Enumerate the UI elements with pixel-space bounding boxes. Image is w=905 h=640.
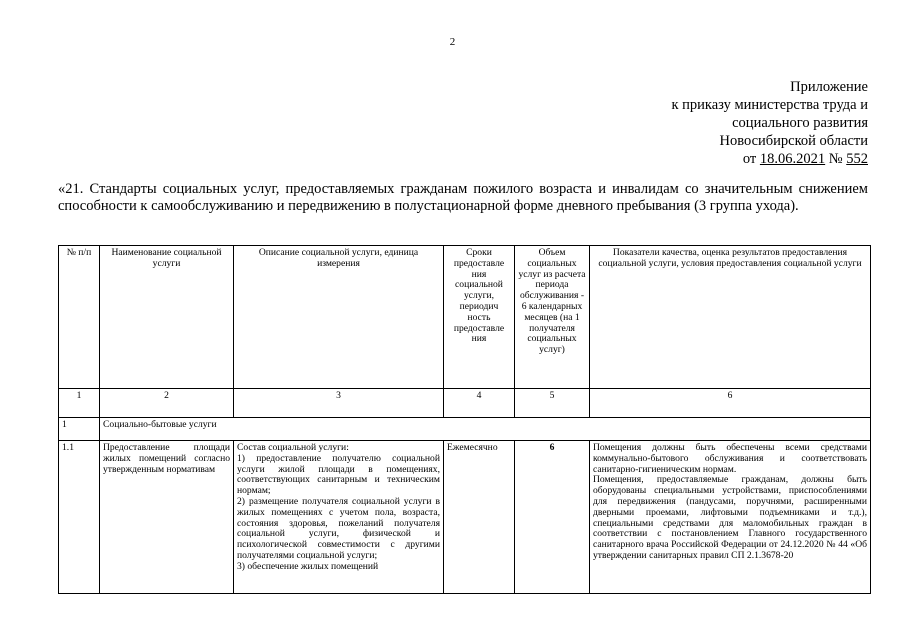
table-header-row: [59, 246, 871, 389]
column-number: 3: [234, 389, 444, 418]
header-cell: № п/п: [59, 246, 100, 389]
column-number: 6: [590, 389, 871, 418]
date-prefix: от: [742, 151, 760, 167]
service-volume: 6: [549, 443, 555, 453]
section-row: [59, 418, 871, 441]
column-number: 1: [59, 389, 100, 418]
number-prefix: №: [825, 151, 847, 167]
header-cell: Описание социальной услуги, единица измерения: [234, 246, 444, 389]
header-cell: Наименование социальной услуги: [100, 246, 234, 389]
section-number: 1: [59, 418, 100, 441]
header-cell: Показатели качества, оценка результатов предоставления социальной услуги, условия предоставления социальной услуги: [590, 246, 871, 389]
header-cell: Объем социальных услуг из расчета периода обслуживания - 6 календарных месяцев (на 1 получателя социальных услуг): [515, 246, 590, 389]
table-row: [59, 441, 871, 594]
service-name: Предоставление площади жилых помещений согласно утвержденным нормативам: [103, 443, 230, 475]
appendix-line: Приложение: [790, 79, 868, 95]
column-number: 5: [515, 389, 590, 418]
order-date: 18.06.2021: [759, 151, 826, 167]
column-number: 2: [100, 389, 234, 418]
service-period: Ежемесячно: [447, 443, 498, 453]
quality-indicators: Помещения должны быть обеспечены всеми средствами коммунально-бытового обслуживания и соответствовать санитарно-гигиеническим нормам. Помещения, предоставляемые гражданам, должны быть оборудованы специальными устройствами, приспособлениями для передвижения (пандусами, поручнями, расширенными дверными проемами, лифтовыми подъемниками и т.д.), специальными средствами для маломобильных граждан в соответствии с постановлением Главного государственного санитарного врача Российской Федерации от 24.12.2020 № 44 «Об утверждении санитарных правил СП 2.1.3678-20: [593, 443, 867, 561]
service-name-cell: [100, 441, 234, 594]
service-period-cell: [444, 441, 515, 594]
row-number-text: 1.1: [62, 443, 74, 453]
standards-table: [58, 245, 871, 594]
appendix-date-line: [671, 150, 868, 168]
section-title: Социально-бытовые услуги: [100, 418, 871, 441]
quality-cell: [590, 441, 871, 594]
column-number: 4: [444, 389, 515, 418]
service-description: Состав социальной услуги: 1) предоставление получателю социальной услуги жилой площади в помещениях, соответствующих санитарным и техническим нормам; 2) размещение получателя социальной услуги в жилых помещениях с учетом пола, возраста, состояния здоровья, пожеланий получателя социальной услуги, физической и психологической совместимости с другими получателями социальной услуги; 3) обеспечение жилых помещений: [237, 443, 440, 572]
service-description-cell: [234, 441, 444, 594]
appendix-line: к приказу министерства труда и: [671, 97, 868, 113]
order-number: 552: [846, 151, 868, 167]
column-number-row: [59, 389, 871, 418]
intro-paragraph: «21. Стандарты социальных услуг, предоставляемых гражданам пожилого возраста и инвалидам со значительным снижением способности к самообслуживанию и передвижению в полустационарной форме дневного пребывания (3 группа ухода).: [58, 181, 868, 214]
appendix-line: социального развития: [732, 115, 868, 131]
appendix-block: [671, 78, 868, 168]
appendix-line: Новосибирской области: [719, 133, 868, 149]
service-volume-cell: [515, 441, 590, 594]
row-number: [59, 441, 100, 594]
page-number: 2: [449, 36, 456, 48]
header-cell: Сроки предоставле ния социальной услуги, периодич ность предоставле ния: [444, 246, 515, 389]
